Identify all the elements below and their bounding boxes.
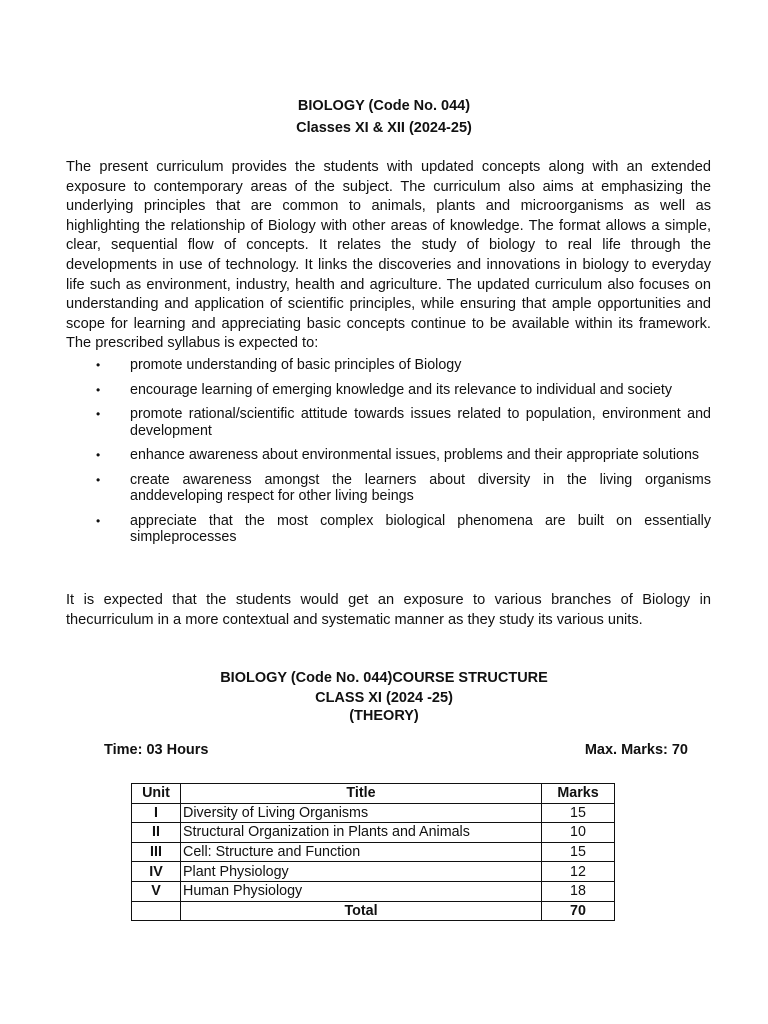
objectives-list: [66, 357, 711, 546]
column-header-title: Title: [181, 784, 542, 804]
list-item: • promote rational/scientific attitude towards issues related to population, environment and development: [96, 406, 711, 439]
column-header-unit: Unit: [132, 784, 181, 804]
table-row: [132, 823, 615, 843]
bullet-icon: •: [96, 472, 101, 487]
list-item: • create awareness amongst the learners about diversity in the living organisms anddeveloping respect for other living beings: [96, 471, 711, 504]
marks-cell: 15: [542, 842, 615, 862]
column-header-marks: Marks: [542, 784, 615, 804]
intro-paragraph: The present curriculum provides the students with updated concepts along with an extended exposure to contemporary areas of the subject. The curriculum also aims at emphasizing the underlying principles that are common to animals, plants and microorganisms as well as highlighting the relationship of Biology with other areas of knowledge. The format allows a simple, clear, sequential flow of concepts. It relates the study of biology to real life through the developments in use of technology. It links the discoveries and innovations in biology to everyday life such as environment, industry, health and agriculture. The updated curriculum also focuses on understanding and application of scientific principles, while ensuring that ample opportunities and scope for learning and appreciating basic concepts continue to be available within its framework. The prescribed syllabus is expected to:: [66, 159, 711, 352]
list-item: • enhance awareness about environmental issues, problems and their appropriate solutions: [96, 447, 700, 463]
unit-cell: IV: [132, 862, 181, 882]
marks-table: [131, 783, 615, 921]
document-subtitle: Classes XI & XII (2024-25): [296, 120, 472, 136]
bullet-icon: •: [96, 513, 101, 528]
empty-cell: [132, 901, 181, 921]
list-item: • encourage learning of emerging knowledge and its relevance to individual and society: [96, 381, 673, 398]
bullet-icon: •: [96, 358, 101, 372]
title-cell: Diversity of Living Organisms: [181, 803, 542, 823]
max-marks-label: Max. Marks: 70: [584, 742, 688, 758]
title-cell: Structural Organization in Plants and Animals: [181, 823, 542, 843]
table-row: [132, 881, 615, 901]
course-structure-title: BIOLOGY (Code No. 044)COURSE STRUCTURE: [220, 670, 548, 686]
document-title: BIOLOGY (Code No. 044): [297, 98, 471, 114]
total-value: 70: [542, 901, 615, 921]
table-row: [132, 803, 615, 823]
time-label: Time: 03 Hours: [104, 742, 209, 758]
title-cell: Human Physiology: [181, 881, 542, 901]
marks-cell: 15: [542, 803, 615, 823]
outro-paragraph: It is expected that the students would get an exposure to various branches of Biology in thecurriculum in a more contextual and systematic manner as they study its various units.: [66, 592, 711, 628]
marks-cell: 18: [542, 881, 615, 901]
class-heading: CLASS XI (2024 -25): [315, 690, 453, 706]
table-total-row: [132, 901, 615, 921]
theory-heading: (THEORY): [349, 708, 419, 724]
total-label: Total: [181, 901, 542, 921]
bullet-icon: •: [96, 407, 101, 421]
bullet-icon: •: [96, 448, 101, 462]
title-cell: Plant Physiology: [181, 862, 542, 882]
table-header-row: [132, 784, 615, 804]
unit-cell: II: [132, 823, 181, 843]
marks-cell: 12: [542, 862, 615, 882]
title-cell: Cell: Structure and Function: [181, 842, 542, 862]
list-item: • promote understanding of basic principles of Biology: [96, 357, 462, 373]
list-item: • appreciate that the most complex biological phenomena are built on essentially simpleprocesses: [96, 512, 711, 545]
unit-cell: V: [132, 881, 181, 901]
marks-cell: 10: [542, 823, 615, 843]
bullet-icon: •: [96, 382, 101, 397]
table-row: [132, 862, 615, 882]
unit-cell: III: [132, 842, 181, 862]
table-row: [132, 842, 615, 862]
unit-cell: I: [132, 803, 181, 823]
